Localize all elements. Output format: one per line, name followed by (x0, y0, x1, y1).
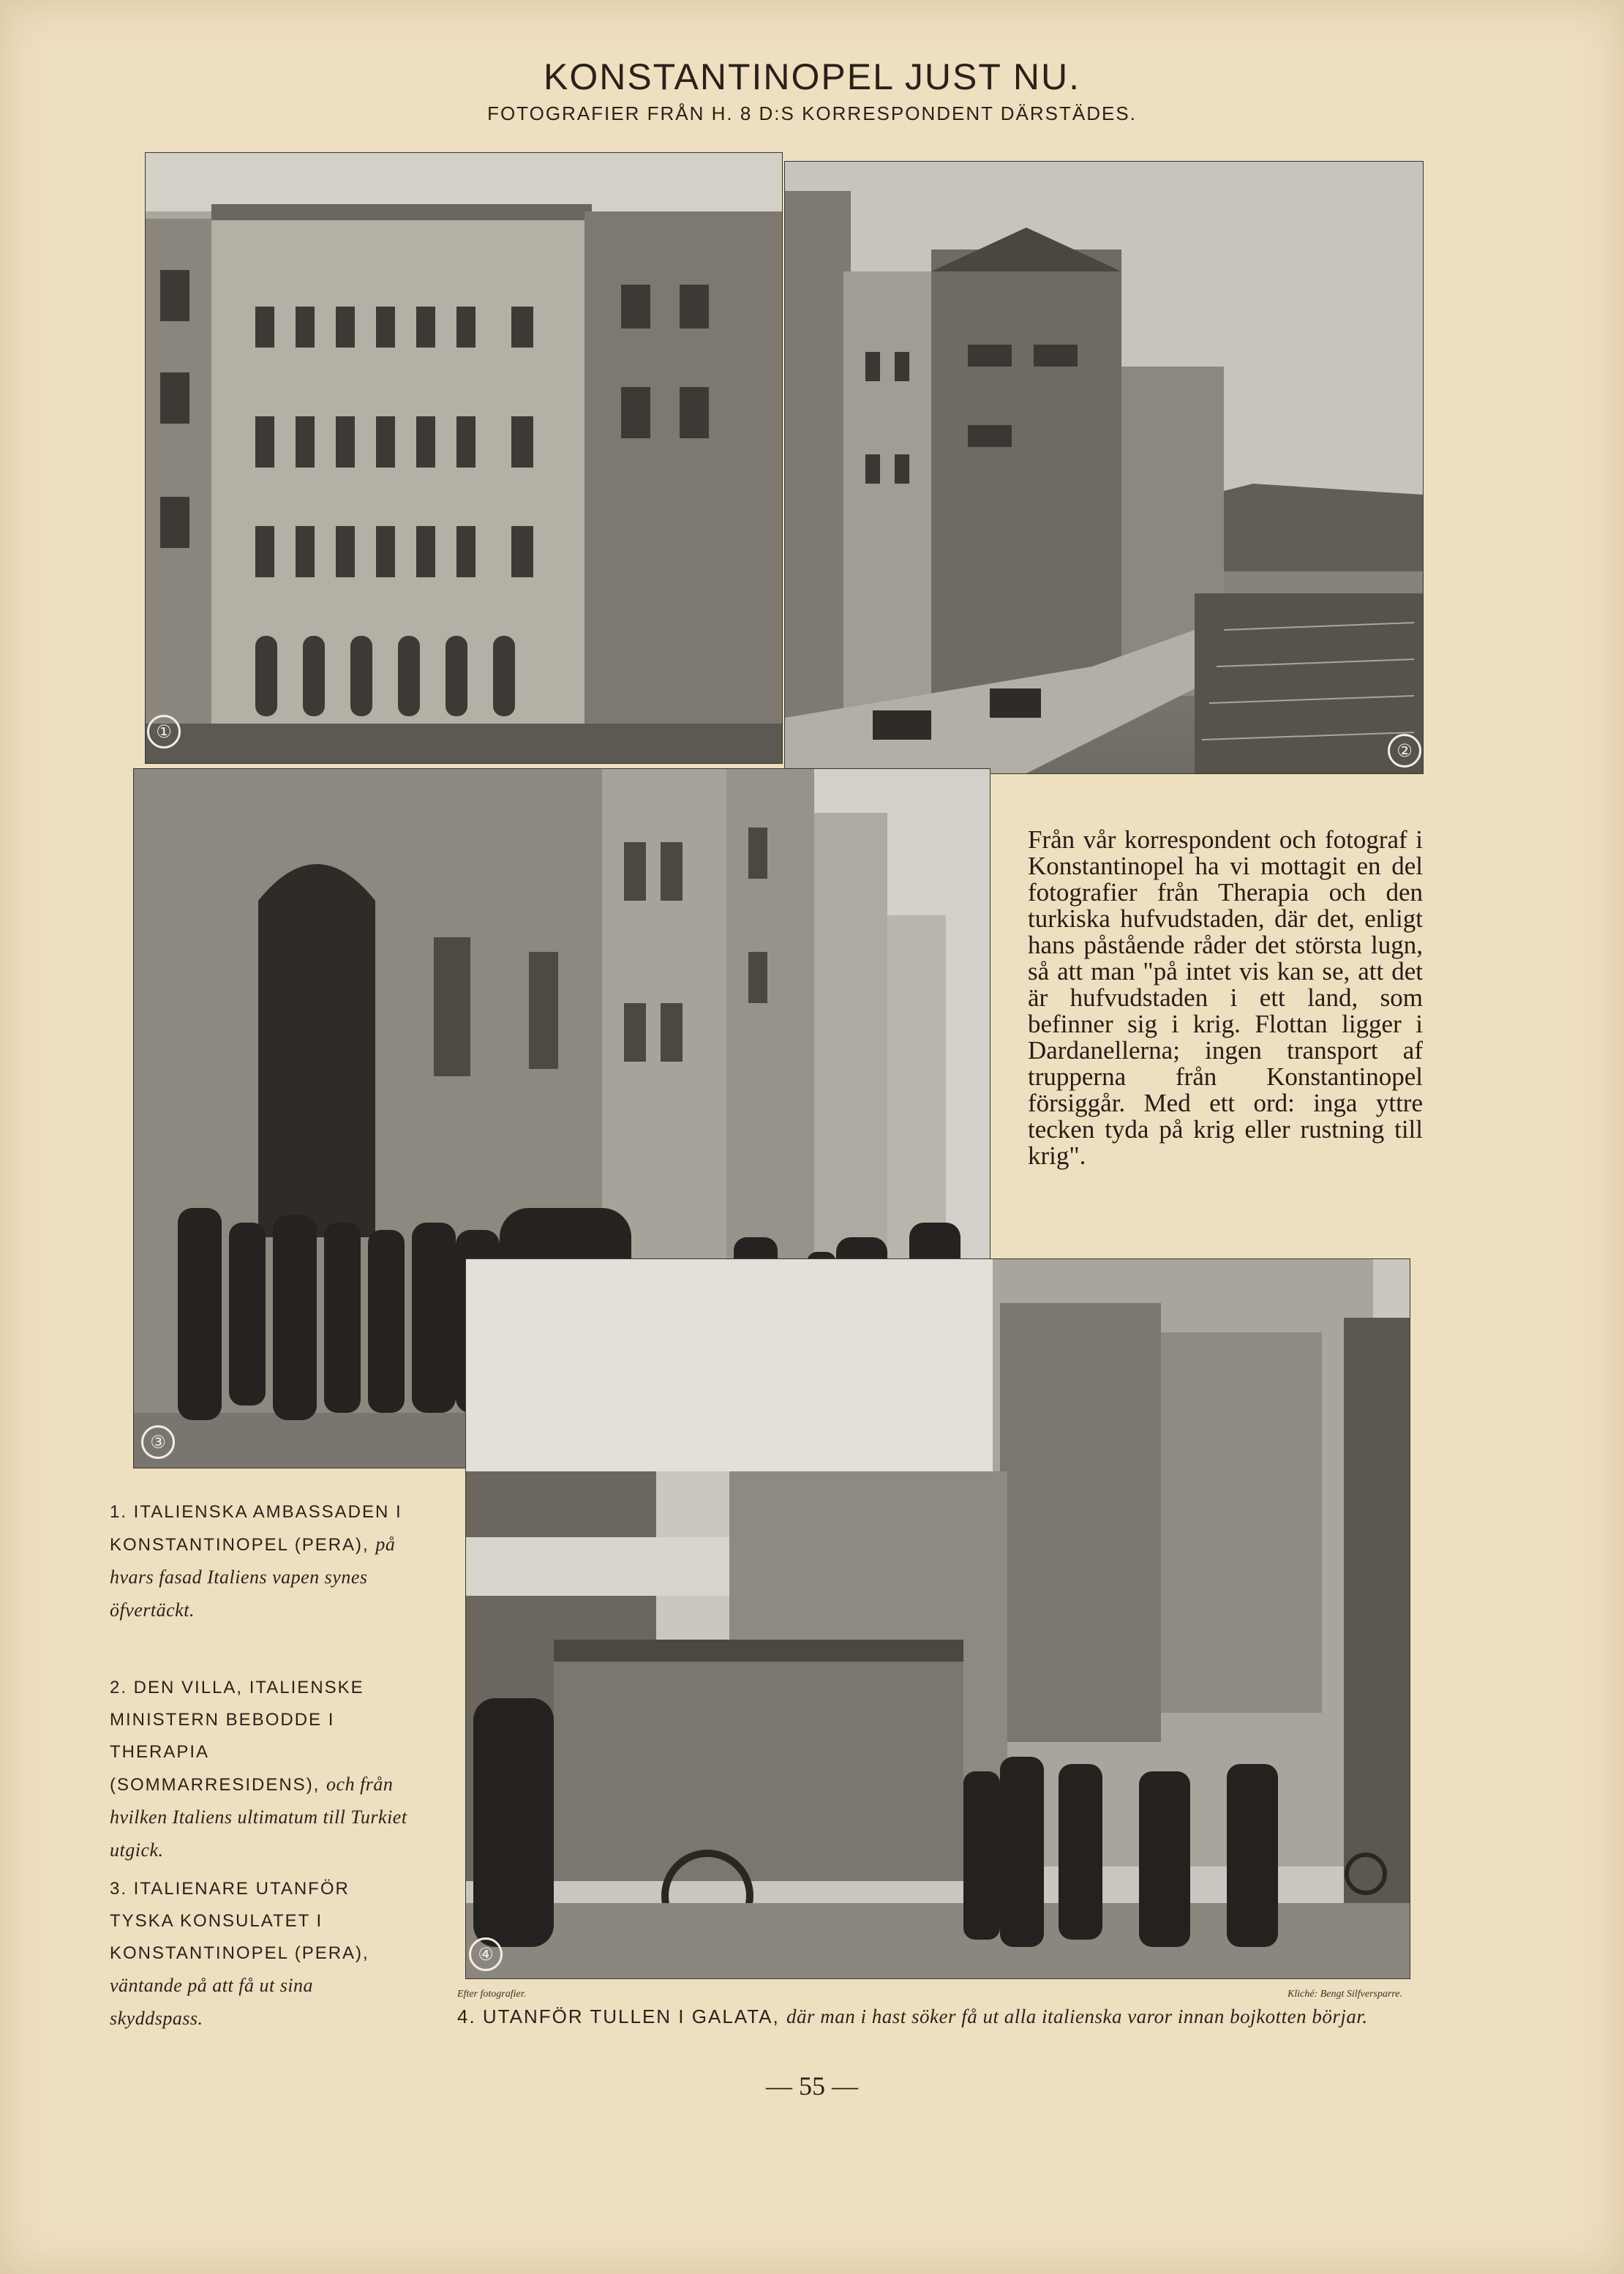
photo-2-therapia-villa (784, 161, 1424, 774)
caption-3-italic: väntande på att få ut sina skyddspass. (110, 1975, 314, 2029)
photo-number-badge: ① (147, 715, 181, 748)
caption-1 (110, 1496, 410, 1627)
photo-1-italian-embassy (145, 152, 783, 764)
caption-4 (457, 2003, 1423, 2030)
caption-1-caps: 1. ITALIENSKA AMBASSADEN I KONSTANTINOPEL (PERA), (110, 1502, 402, 1555)
page-number: — 55 — (766, 2071, 858, 2101)
photo-number-badge: ④ (469, 1937, 503, 1971)
caption-3 (110, 1873, 410, 2035)
page-subtitle: FOTOGRAFIER FRÅN H. 8 D:S KORRESPONDENT DÄRSTÄDES. (487, 102, 1137, 124)
page-title: KONSTANTINOPEL JUST NU. (543, 56, 1081, 97)
caption-2-italic: och från hvilken Italiens ultimatum till Turkiet utgick. (110, 1774, 407, 1861)
photo-credit: Efter fotografier. (457, 1989, 527, 2000)
caption-2 (110, 1672, 410, 1867)
caption-2-caps: 2. DEN VILLA, ITALIENSKE MINISTERN BEBODDE I THERAPIA (SOMMARRESIDENS), (110, 1678, 364, 1795)
cliche-credit: Kliché: Bengt Silfversparre. (1287, 1989, 1402, 2000)
photo-number-badge: ③ (141, 1425, 175, 1459)
caption-4-italic: där man i hast söker få ut alla italienska varor innan bojkotten börjar. (786, 2005, 1368, 2027)
article-text: Från vår korrespondent och fotograf i Konstantinopel ha vi mottagit en del fotografier från Therapia och den turkiska hufvudstaden, där det, enligt hans påstående råder det största lugn, så att man "på intet vis kan se, att det är hufvudstaden i ett land, som befinner sig i krig. Flottan ligger i Dardanellerna; ingen transport af trupperna från Konstantinopel försiggår. Med ett ord: inga yttre tecken tyda på krig eller rustning till krig". (1028, 825, 1423, 1170)
photo-4-galata-customs-carts (465, 1258, 1410, 1979)
caption-3-caps: 3. ITALIENARE UTANFÖR TYSKA KONSULATET I KONSTANTINOPEL (PERA), (110, 1879, 369, 1963)
caption-4-caps: 4. UTANFÖR TULLEN I GALATA, (457, 2005, 780, 2027)
photo-number-badge: ② (1388, 734, 1421, 768)
caption-1-italic: på hvars fasad Italiens vapen synes öfvertäckt. (110, 1534, 396, 1621)
